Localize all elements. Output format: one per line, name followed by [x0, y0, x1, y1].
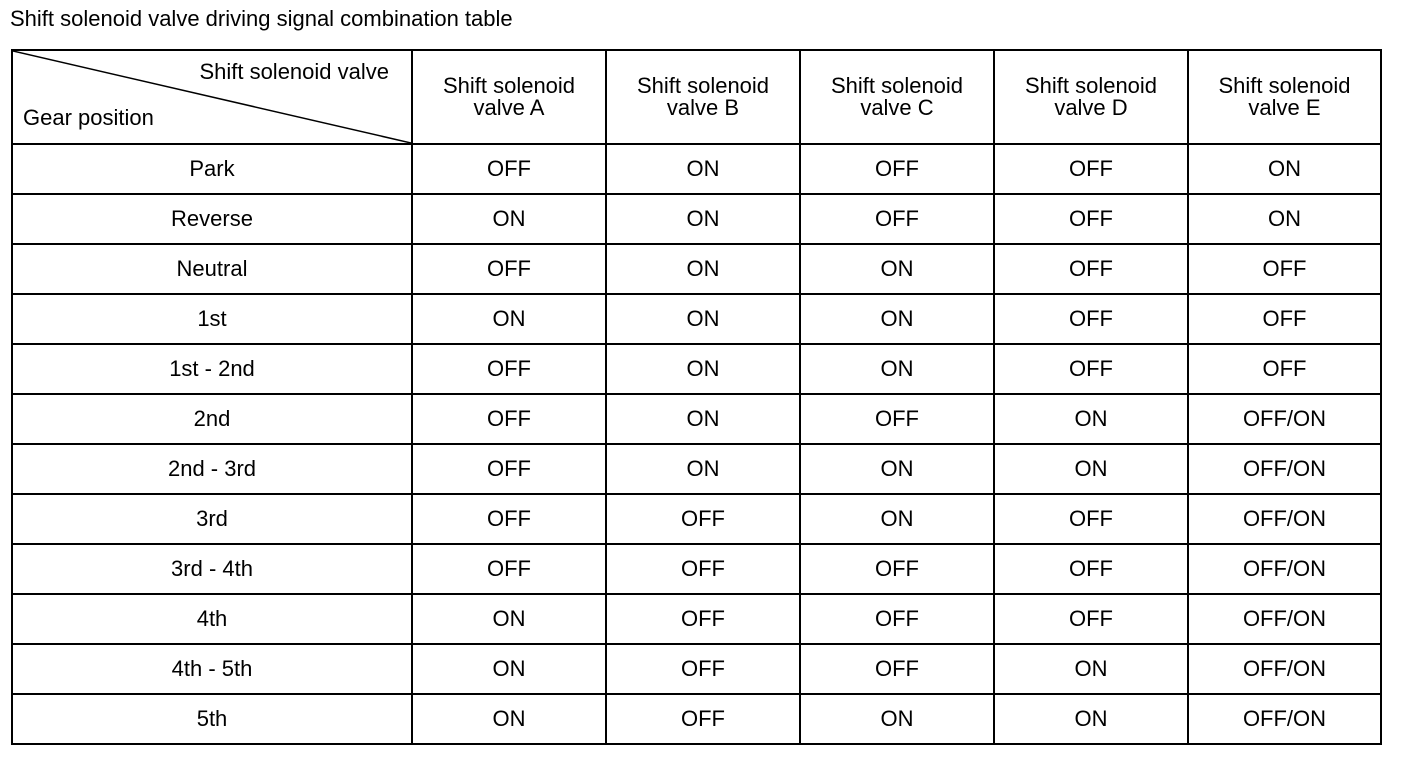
valve-e-cell: OFF — [1188, 294, 1381, 344]
valve-d-cell: OFF — [994, 144, 1188, 194]
valve-a-cell: OFF — [412, 544, 606, 594]
column-header-line: valve C — [860, 95, 934, 120]
column-group-label: Shift solenoid valve — [199, 59, 389, 84]
valve-a-cell: OFF — [412, 244, 606, 294]
valve-c-cell: ON — [800, 244, 994, 294]
table-row — [12, 394, 1381, 444]
column-header-valve-c — [800, 50, 994, 144]
valve-c-cell: ON — [800, 694, 994, 744]
table-row — [12, 244, 1381, 294]
valve-a-cell: OFF — [412, 394, 606, 444]
valve-b-cell: OFF — [606, 544, 800, 594]
valve-b-cell: ON — [606, 194, 800, 244]
gear-position-cell: 3rd — [12, 494, 412, 544]
table-row — [12, 144, 1381, 194]
column-header-line: valve D — [1054, 95, 1128, 120]
valve-c-cell: OFF — [800, 544, 994, 594]
column-header-line: Shift solenoid — [830, 73, 964, 98]
valve-b-cell: OFF — [606, 644, 800, 694]
gear-position-cell: Reverse — [12, 194, 412, 244]
valve-e-cell: OFF/ON — [1188, 594, 1381, 644]
valve-d-cell: OFF — [994, 194, 1188, 244]
valve-d-cell: OFF — [994, 494, 1188, 544]
valve-b-cell: ON — [606, 144, 800, 194]
table-row — [12, 344, 1381, 394]
valve-e-cell: ON — [1188, 144, 1381, 194]
solenoid-combination-table — [11, 49, 1382, 745]
gear-position-cell: 5th — [12, 694, 412, 744]
table-row — [12, 494, 1381, 544]
valve-b-cell: ON — [606, 294, 800, 344]
valve-e-cell: OFF — [1188, 244, 1381, 294]
valve-c-cell: OFF — [800, 594, 994, 644]
valve-e-cell: OFF/ON — [1188, 394, 1381, 444]
valve-a-cell: ON — [412, 194, 606, 244]
gear-position-cell: 1st - 2nd — [12, 344, 412, 394]
table-row — [12, 194, 1381, 244]
valve-e-cell: OFF/ON — [1188, 644, 1381, 694]
valve-c-cell: OFF — [800, 144, 994, 194]
table-row — [12, 544, 1381, 594]
valve-e-cell: OFF/ON — [1188, 494, 1381, 544]
valve-d-cell: OFF — [994, 594, 1188, 644]
valve-c-cell: ON — [800, 494, 994, 544]
valve-d-cell: ON — [994, 644, 1188, 694]
valve-a-cell: OFF — [412, 144, 606, 194]
table-row — [12, 294, 1381, 344]
column-header-valve-a — [412, 50, 606, 144]
valve-a-cell: OFF — [412, 494, 606, 544]
column-header-valve-e — [1188, 50, 1381, 144]
gear-position-cell: 4th - 5th — [12, 644, 412, 694]
valve-b-cell: ON — [606, 394, 800, 444]
table-row — [12, 644, 1381, 694]
valve-a-cell: OFF — [412, 444, 606, 494]
gear-position-cell: 3rd - 4th — [12, 544, 412, 594]
column-header-line: Shift solenoid — [636, 73, 770, 98]
page-title: Shift solenoid valve driving signal combination table — [10, 6, 513, 31]
row-group-label: Gear position — [23, 105, 154, 130]
valve-c-cell: OFF — [800, 644, 994, 694]
valve-b-cell: OFF — [606, 494, 800, 544]
valve-d-cell: ON — [994, 444, 1188, 494]
gear-position-cell: 4th — [12, 594, 412, 644]
valve-b-cell: OFF — [606, 594, 800, 644]
valve-a-cell: ON — [412, 644, 606, 694]
valve-d-cell: OFF — [994, 294, 1188, 344]
valve-b-cell: ON — [606, 344, 800, 394]
gear-position-cell: Neutral — [12, 244, 412, 294]
column-header-line: Shift solenoid — [1024, 73, 1158, 98]
gear-position-cell: 2nd - 3rd — [12, 444, 412, 494]
valve-d-cell: ON — [994, 394, 1188, 444]
valve-e-cell: OFF/ON — [1188, 544, 1381, 594]
gear-position-cell: Park — [12, 144, 412, 194]
valve-e-cell: OFF/ON — [1188, 694, 1381, 744]
gear-position-cell: 1st — [12, 294, 412, 344]
corner-header-cell — [12, 50, 412, 144]
column-header-line: valve A — [473, 95, 545, 120]
table-header-row — [12, 50, 1381, 144]
valve-e-cell: OFF — [1188, 344, 1381, 394]
column-header-line: valve B — [666, 95, 740, 120]
valve-d-cell: OFF — [994, 344, 1188, 394]
column-header-valve-b — [606, 50, 800, 144]
valve-a-cell: OFF — [412, 344, 606, 394]
gear-position-cell: 2nd — [12, 394, 412, 444]
table-row — [12, 694, 1381, 744]
table-row — [12, 444, 1381, 494]
valve-c-cell: ON — [800, 294, 994, 344]
valve-d-cell: OFF — [994, 244, 1188, 294]
valve-a-cell: ON — [412, 294, 606, 344]
column-header-line: valve E — [1248, 95, 1321, 120]
valve-e-cell: ON — [1188, 194, 1381, 244]
valve-b-cell: ON — [606, 244, 800, 294]
valve-d-cell: OFF — [994, 544, 1188, 594]
valve-b-cell: ON — [606, 444, 800, 494]
column-header-line: Shift solenoid — [442, 73, 576, 98]
valve-c-cell: ON — [800, 444, 994, 494]
valve-b-cell: OFF — [606, 694, 800, 744]
valve-a-cell: ON — [412, 594, 606, 644]
table-row — [12, 594, 1381, 644]
valve-d-cell: ON — [994, 694, 1188, 744]
valve-c-cell: OFF — [800, 394, 994, 444]
valve-a-cell: ON — [412, 694, 606, 744]
valve-e-cell: OFF/ON — [1188, 444, 1381, 494]
column-header-valve-d — [994, 50, 1188, 144]
valve-c-cell: ON — [800, 344, 994, 394]
column-header-line: Shift solenoid — [1218, 73, 1351, 98]
valve-c-cell: OFF — [800, 194, 994, 244]
